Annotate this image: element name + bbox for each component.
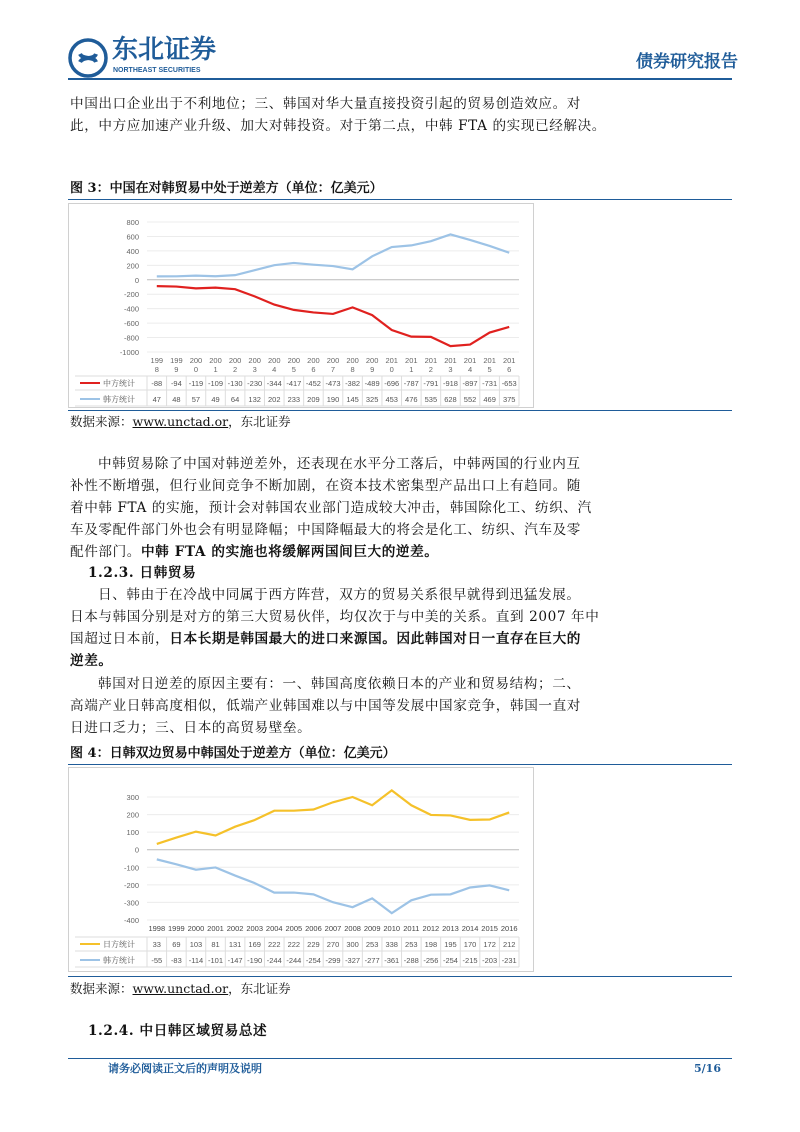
x-tick-label: 201 [444,356,457,365]
data-table-cell: -452 [305,379,321,388]
source-tail: ，东北证券 [228,414,291,429]
data-table-cell: 69 [172,940,181,949]
legend-label: 日方统计 [103,940,135,949]
x-tick-label-suffix: 7 [330,365,336,374]
data-table-cell: 49 [211,395,220,404]
para3-line: 逆差。 [70,653,113,669]
source-tail: ，东北证券 [228,981,291,996]
data-table-cell: -215 [462,956,478,965]
source-label: 数据来源： [70,414,133,429]
data-table-cell: 145 [346,395,359,404]
x-tick-label: 1998 [148,924,166,933]
para3-line: 日、韩由于在冷战中同属于西方阵营，双方的贸易关系很早就得到迅猛发展。 [98,587,581,603]
para4-line: 日进口乏力；三、日本的高贸易壁垒。 [70,720,312,736]
y-tick-label: 200 [126,261,139,271]
data-table-cell: 552 [463,395,477,404]
section-heading-1-2-3: 1.2.3. 日韩贸易 [88,565,197,581]
x-tick-label: 2006 [305,924,322,933]
data-table-cell: -473 [325,379,341,388]
y-tick-label: 100 [126,828,139,838]
y-tick-label: -300 [123,898,139,908]
x-tick-label: 199 [170,356,183,365]
data-table-cell: -361 [384,956,400,965]
x-tick-label: 2003 [246,924,264,933]
x-tick-label-suffix: 0 [193,365,199,374]
data-table-cell: -256 [423,956,439,965]
para1-line: 此，中方应加速产业升级、加大对韩投资。对于第二点，中韩 FTA 的实现已经解决。 [70,118,606,134]
data-table-cell: -114 [188,956,204,965]
para1-line: 中国出口企业出于不利地位；三、韩国对华大量直接投资引起的贸易创造效应。对 [70,96,581,112]
x-tick-label-suffix: 0 [389,365,394,374]
data-table-cell: 131 [228,940,242,949]
data-table-cell: -327 [345,956,361,965]
data-table-cell: 64 [230,395,240,404]
x-tick-label: 200 [346,356,359,365]
data-table-cell: -230 [247,379,263,388]
y-tick-label: -200 [123,880,139,890]
bold-text: 日本长期是韩国最大的进口来源国。因此韩国对日一直存在巨大的 [169,631,581,647]
x-tick-label: 200 [287,356,301,365]
fig4-bottom-divider [68,976,732,977]
data-table-cell: 453 [385,395,398,404]
x-tick-label-suffix: 9 [174,365,179,374]
data-table-cell: -787 [403,379,419,388]
data-table-cell: 628 [444,395,457,404]
y-tick-label: -800 [123,333,139,343]
x-tick-label: 199 [150,356,164,365]
data-table-cell: 57 [191,395,201,404]
x-tick-label: 2010 [383,924,401,933]
y-tick-label: -200 [123,290,139,300]
data-table-cell: -244 [266,956,282,965]
legend-label: 韩方统计 [103,395,135,404]
data-table-cell: 270 [326,940,340,949]
x-tick-label: 200 [268,356,281,365]
bold-text: 中韩 FTA 的实施也将缓解两国间巨大的逆差。 [140,544,439,560]
logo-en: NORTHEAST SECURITIES [113,67,201,74]
data-table-cell: 233 [287,395,301,404]
series-line-0 [157,790,509,844]
data-table-cell: -244 [286,956,302,965]
data-table-cell: 190 [326,395,340,404]
x-tick-label-suffix: 8 [154,365,159,374]
data-table-cell: 325 [365,395,379,404]
x-tick-label: 2007 [324,924,342,933]
x-tick-label-suffix: 3 [252,365,257,374]
x-tick-label: 201 [463,356,477,365]
page-number: 5/16 [694,1062,721,1075]
data-table-cell: 47 [152,395,161,404]
data-table-cell: -190 [247,956,263,965]
y-tick-label: 0 [134,275,139,285]
data-table-cell: -254 [442,956,458,965]
legend-label: 中方统计 [103,379,135,388]
data-table-cell: 209 [307,395,320,404]
fig4-source [70,981,291,997]
x-tick-label: 201 [502,356,516,365]
x-tick-label-suffix: 4 [467,365,473,374]
data-table-cell: 48 [172,395,181,404]
x-tick-label-suffix: 9 [370,365,375,374]
data-table-cell: 253 [365,940,379,949]
data-table-cell: 132 [248,395,261,404]
data-table-cell: 300 [346,940,359,949]
x-tick-label-suffix: 2 [428,365,433,374]
x-tick-label: 2015 [481,924,498,933]
data-table-cell: -55 [151,956,163,965]
data-table-cell: -417 [286,379,302,388]
x-tick-label: 201 [483,356,496,365]
data-table-cell: -277 [364,956,380,965]
data-table-cell: -231 [501,956,517,965]
data-table-cell: -101 [208,956,224,965]
data-table-cell: 195 [444,940,457,949]
x-tick-label: 2014 [461,924,479,933]
fig3-caption: 图 3：中国在对韩贸易中处于逆差方（单位：亿美元） [70,181,383,196]
footer-notice: 请务必阅读正文后的声明及说明 [108,1062,262,1075]
data-table-cell: -147 [227,956,243,965]
x-tick-label: 2000 [187,924,205,933]
para3-line: 日本与韩国分别是对方的第三大贸易伙伴，均仅次于与中美的关系。直到 2007 年中 [70,609,600,625]
data-table-cell: 222 [287,940,301,949]
data-table-cell: 375 [502,395,516,404]
fig4-caption: 图 4：日韩双边贸易中韩国处于逆差方（单位：亿美元） [70,746,396,761]
data-table-cell: 222 [268,940,281,949]
data-table-cell: 202 [268,395,281,404]
x-tick-label: 200 [326,356,340,365]
y-tick-label: -400 [123,916,139,925]
y-tick-label: -100 [123,863,139,873]
para2-line: 车及零配件部门外也会有明显降幅；中国降幅最大的将会是化工、纺织、汽车及零 [70,522,581,538]
x-tick-label: 201 [405,356,418,365]
source-link[interactable]: www.unctad.or [132,981,229,996]
x-tick-label: 2008 [344,924,361,933]
para4-line: 韩国对日逆差的原因主要有：一、韩国高度依赖日本的产业和贸易结构；二、 [98,676,581,692]
data-table-cell: -299 [325,956,341,965]
data-table-cell: 172 [483,940,496,949]
x-tick-label-suffix: 3 [448,365,453,374]
data-table-cell: -344 [266,379,282,388]
legend-label: 韩方统计 [103,956,135,965]
x-tick-label: 2005 [285,924,303,933]
data-table-cell: -791 [423,379,439,388]
x-tick-label: 2009 [363,924,381,933]
y-tick-label: -600 [123,319,139,329]
y-tick-label: 0 [134,845,139,855]
x-tick-label: 2001 [207,924,224,933]
x-tick-label: 201 [424,356,438,365]
data-table-cell: -731 [482,379,498,388]
x-tick-label-suffix: 6 [311,365,316,374]
text: 国超过日本前， [70,631,170,647]
data-table-cell: -119 [188,379,204,388]
x-tick-label-suffix: 2 [233,365,238,374]
x-tick-label: 200 [248,356,261,365]
x-tick-label: 2016 [500,924,518,933]
x-tick-label-suffix: 4 [272,365,277,374]
text: 配件部门。 [70,544,141,560]
logo-cn: 东北证券 [112,35,217,65]
x-tick-label: 200 [307,356,320,365]
data-table-cell: 198 [424,940,438,949]
data-table-cell: 253 [405,940,418,949]
data-table-cell: -696 [384,379,400,388]
data-table-cell: 169 [248,940,261,949]
data-table-cell: 535 [424,395,438,404]
x-tick-label: 200 [365,356,379,365]
data-table-cell: 338 [385,940,398,949]
data-table-cell: -83 [170,956,182,965]
x-tick-label: 200 [209,356,222,365]
x-tick-label: 2013 [442,924,459,933]
data-table-cell: -653 [501,379,517,388]
data-table-cell: -489 [364,379,380,388]
y-tick-label: 300 [126,793,139,802]
para2-line: 补性不断增强，但行业间竞争不断加剧，在资本技术密集型产品出口上有趋同。随 [70,478,581,494]
data-table-cell: -130 [227,379,243,388]
x-tick-label: 200 [228,356,242,365]
data-table-cell: 170 [463,940,477,949]
x-tick-label: 2012 [422,924,440,933]
x-tick-label-suffix: 8 [350,365,355,374]
y-tick-label: 200 [126,810,139,820]
x-tick-label-suffix: 5 [291,365,296,374]
x-tick-label: 201 [385,356,398,365]
data-table-cell: -88 [151,379,163,388]
data-table-cell: 103 [189,940,203,949]
y-tick-label: 600 [126,232,139,242]
x-tick-label: 2011 [403,924,420,933]
x-tick-label: 1999 [168,924,185,933]
doc-type: 债券研究报告 [636,52,738,72]
x-tick-label-suffix: 5 [487,365,492,374]
data-table-cell: -897 [462,379,478,388]
x-tick-label: 2002 [226,924,244,933]
x-tick-label-suffix: 6 [507,365,512,374]
x-tick-label-suffix: 1 [409,365,414,374]
data-table-cell: 212 [502,940,516,949]
y-tick-label: -400 [123,304,139,314]
para2-line: 中韩贸易除了中国对韩逆差外，还表现在水平分工落后，中韩两国的行业内互 [98,456,581,472]
data-table-cell: 81 [211,940,220,949]
data-table-cell: 469 [483,395,496,404]
data-table-cell: 33 [152,940,161,949]
data-table-cell: 229 [307,940,320,949]
data-table-cell: -918 [442,379,458,388]
y-tick-label: 800 [126,218,139,227]
footer-divider [68,1058,732,1059]
data-table-cell: -254 [305,956,321,965]
data-table-cell: -203 [482,956,498,965]
y-tick-label: -1000 [119,348,139,357]
para4-line: 高端产业日韩高度相似，低端产业韩国难以与中国等发展中国家竞争，韩国一直对 [70,698,581,714]
x-tick-label: 200 [189,356,203,365]
section-heading-1-2-4: 1.2.4. 中日韩区域贸易总述 [88,1023,268,1039]
x-tick-label-suffix: 1 [213,365,218,374]
source-label: 数据来源： [70,981,133,996]
para2-line: 着中韩 FTA 的实施，预计会对韩国农业部门造成较大冲击，韩国除化工、纺织、汽 [70,500,592,516]
data-table-cell: 476 [405,395,418,404]
data-table-cell: -288 [403,956,419,965]
data-table-cell: -94 [170,379,182,388]
source-link[interactable]: www.unctad.or [132,414,229,429]
x-tick-label: 2004 [265,924,283,933]
data-table-cell: -382 [345,379,361,388]
y-tick-label: 400 [126,246,139,256]
data-table-cell: -109 [208,379,224,388]
